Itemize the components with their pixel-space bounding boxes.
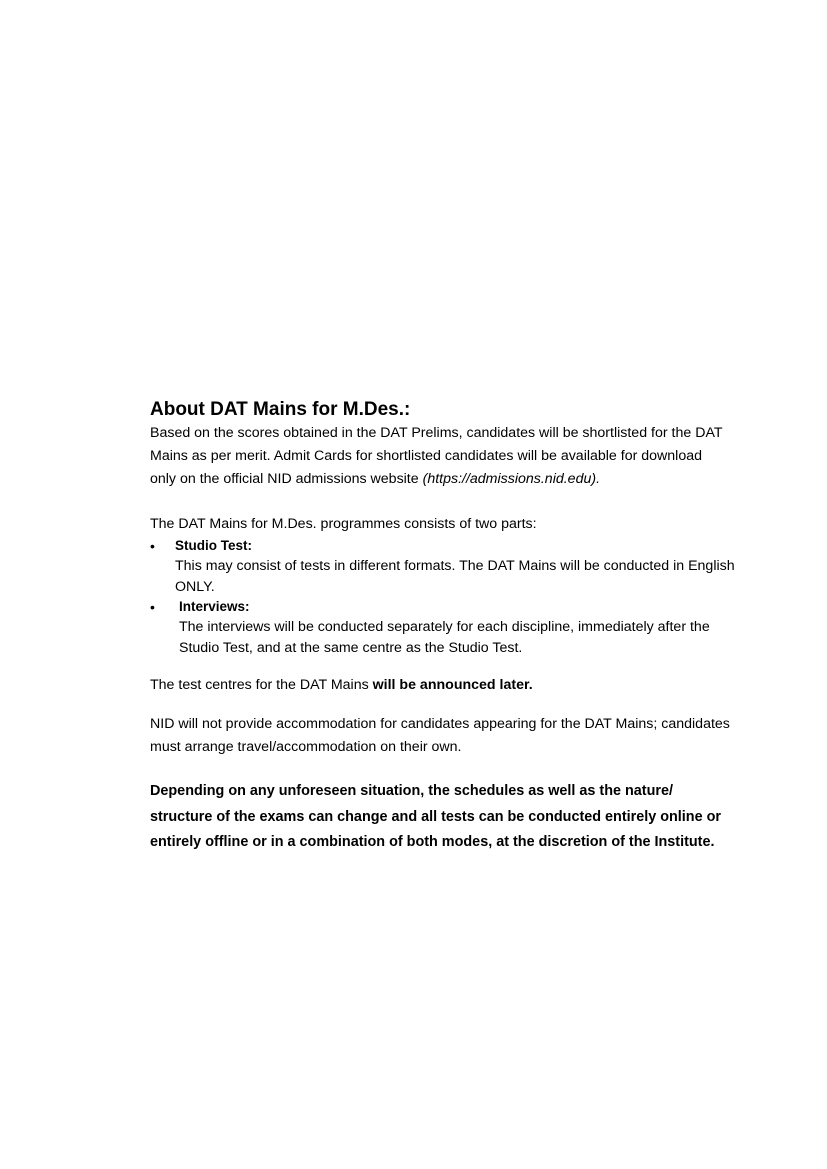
test-centres-emphasis: will be announced later. (372, 677, 533, 693)
list-item-text (179, 617, 790, 658)
list-item-line: This may consist of tests in different formats. The DAT Mains will be conducted in English (175, 558, 735, 574)
bullet-icon: • (150, 599, 155, 615)
discretion-notice (150, 779, 790, 856)
list-item-line: The interviews will be conducted separately for each discipline, immediately after the (179, 619, 710, 635)
intro-paragraph (150, 422, 790, 491)
parts-list (150, 536, 790, 658)
notice-line: structure of the exams can change and all tests can be conducted entirely online or (150, 808, 721, 825)
list-item-title: Studio Test: (175, 538, 252, 553)
section-heading: About DAT Mains for M.Des.: (150, 399, 411, 420)
list-item-studio-test (150, 536, 790, 597)
accommodation-paragraph (150, 713, 790, 759)
test-centres-paragraph (150, 674, 790, 697)
list-item-text (175, 556, 790, 597)
list-item-interviews (150, 597, 790, 658)
parts-intro: The DAT Mains for M.Des. programmes consists of two parts: (150, 516, 537, 532)
test-centres-text: The test centres for the DAT Mains (150, 677, 373, 693)
intro-line: Mains as per merit. Admit Cards for shortlisted candidates will be available for download (150, 448, 702, 464)
intro-line-text: only on the official NID admissions website (150, 471, 423, 487)
list-item-line: Studio Test, and at the same centre as the Studio Test. (179, 639, 523, 656)
intro-line (150, 468, 790, 491)
list-item-title: Interviews: (179, 599, 250, 614)
accommodation-line: must arrange travel/accommodation on their own. (150, 739, 462, 755)
list-item-line: ONLY. (175, 578, 215, 595)
admissions-website-link[interactable]: (https://admissions.nid.edu). (422, 471, 601, 487)
accommodation-line: NID will not provide accommodation for candidates appearing for the DAT Mains; candidates (150, 716, 730, 732)
notice-line: Depending on any unforeseen situation, the schedules as well as the nature/ (150, 783, 673, 799)
document-content (150, 398, 790, 856)
notice-line: entirely offline or in a combination of both modes, at the discretion of the Institute. (150, 834, 715, 850)
bullet-icon: • (150, 538, 155, 554)
intro-line: Based on the scores obtained in the DAT Prelims, candidates will be shortlisted for the DAT (150, 425, 723, 441)
